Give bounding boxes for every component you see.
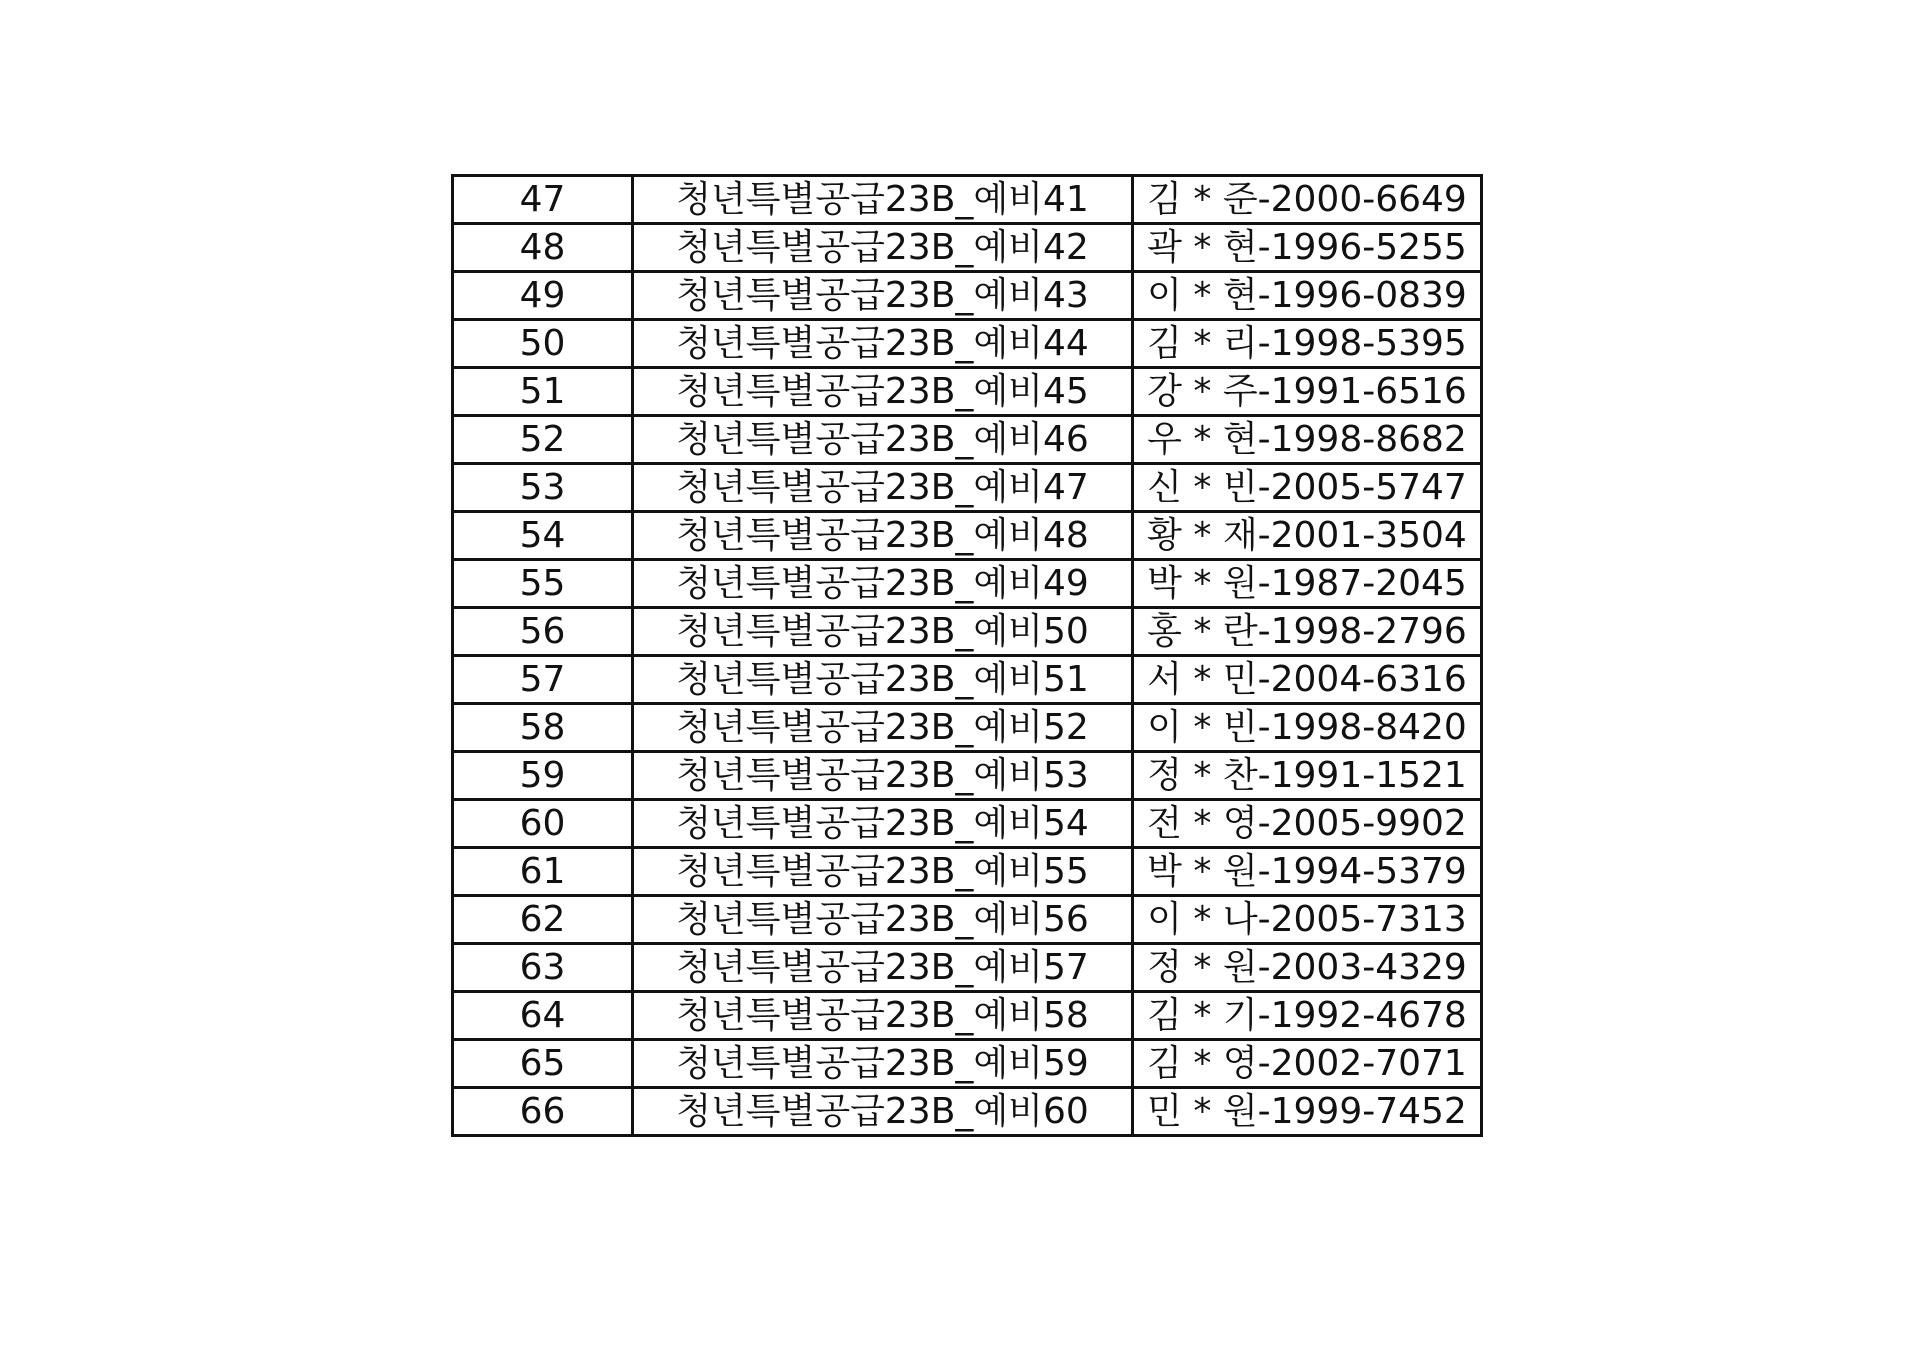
table-row: [453, 224, 1482, 272]
row-number: 61: [453, 848, 633, 896]
supply-category: 청년특별공급23B_예비54: [633, 800, 1133, 848]
applicant-table-body: [453, 176, 1482, 1136]
row-number: 65: [453, 1040, 633, 1088]
row-number: 53: [453, 464, 633, 512]
row-number: 60: [453, 800, 633, 848]
applicant-id: 김 * 리-1998-5395: [1133, 320, 1482, 368]
supply-category: 청년특별공급23B_예비53: [633, 752, 1133, 800]
applicant-id: 황 * 재-2001-3504: [1133, 512, 1482, 560]
table-row: [453, 944, 1482, 992]
row-number: 50: [453, 320, 633, 368]
table-row: [453, 848, 1482, 896]
applicant-id: 이 * 빈-1998-8420: [1133, 704, 1482, 752]
applicant-id: 김 * 영-2002-7071: [1133, 1040, 1482, 1088]
row-number: 62: [453, 896, 633, 944]
applicant-id: 김 * 기-1992-4678: [1133, 992, 1482, 1040]
table-row: [453, 1040, 1482, 1088]
supply-category: 청년특별공급23B_예비43: [633, 272, 1133, 320]
applicant-id: 박 * 원-1987-2045: [1133, 560, 1482, 608]
supply-category: 청년특별공급23B_예비51: [633, 656, 1133, 704]
table-row: [453, 368, 1482, 416]
row-number: 64: [453, 992, 633, 1040]
applicant-id: 정 * 찬-1991-1521: [1133, 752, 1482, 800]
row-number: 59: [453, 752, 633, 800]
table-row: [453, 704, 1482, 752]
supply-category: 청년특별공급23B_예비58: [633, 992, 1133, 1040]
applicant-id: 우 * 현-1998-8682: [1133, 416, 1482, 464]
table-row: [453, 512, 1482, 560]
applicant-id: 전 * 영-2005-9902: [1133, 800, 1482, 848]
supply-category: 청년특별공급23B_예비47: [633, 464, 1133, 512]
table-row: [453, 1088, 1482, 1136]
applicant-id: 김 * 준-2000-6649: [1133, 176, 1482, 224]
supply-category: 청년특별공급23B_예비55: [633, 848, 1133, 896]
row-number: 51: [453, 368, 633, 416]
table-row: [453, 272, 1482, 320]
row-number: 48: [453, 224, 633, 272]
applicant-id: 박 * 원-1994-5379: [1133, 848, 1482, 896]
supply-category: 청년특별공급23B_예비45: [633, 368, 1133, 416]
supply-category: 청년특별공급23B_예비41: [633, 176, 1133, 224]
table-row: [453, 560, 1482, 608]
table-row: [453, 752, 1482, 800]
row-number: 57: [453, 656, 633, 704]
applicant-id: 강 * 주-1991-6516: [1133, 368, 1482, 416]
supply-category: 청년특별공급23B_예비52: [633, 704, 1133, 752]
table-row: [453, 608, 1482, 656]
applicant-id: 서 * 민-2004-6316: [1133, 656, 1482, 704]
applicant-id: 홍 * 란-1998-2796: [1133, 608, 1482, 656]
supply-category: 청년특별공급23B_예비48: [633, 512, 1133, 560]
table-row: [453, 416, 1482, 464]
supply-category: 청년특별공급23B_예비46: [633, 416, 1133, 464]
table-row: [453, 896, 1482, 944]
row-number: 58: [453, 704, 633, 752]
table-row: [453, 992, 1482, 1040]
table-row: [453, 656, 1482, 704]
supply-category: 청년특별공급23B_예비44: [633, 320, 1133, 368]
applicant-table: [451, 174, 1483, 1137]
supply-category: 청년특별공급23B_예비50: [633, 608, 1133, 656]
applicant-id: 이 * 나-2005-7313: [1133, 896, 1482, 944]
row-number: 54: [453, 512, 633, 560]
row-number: 66: [453, 1088, 633, 1136]
row-number: 55: [453, 560, 633, 608]
row-number: 52: [453, 416, 633, 464]
applicant-id: 정 * 원-2003-4329: [1133, 944, 1482, 992]
supply-category: 청년특별공급23B_예비42: [633, 224, 1133, 272]
supply-category: 청년특별공급23B_예비59: [633, 1040, 1133, 1088]
table-row: [453, 320, 1482, 368]
supply-category: 청년특별공급23B_예비60: [633, 1088, 1133, 1136]
applicant-id: 곽 * 현-1996-5255: [1133, 224, 1482, 272]
row-number: 47: [453, 176, 633, 224]
supply-category: 청년특별공급23B_예비56: [633, 896, 1133, 944]
row-number: 49: [453, 272, 633, 320]
applicant-id: 신 * 빈-2005-5747: [1133, 464, 1482, 512]
table-row: [453, 176, 1482, 224]
applicant-id: 민 * 원-1999-7452: [1133, 1088, 1482, 1136]
row-number: 56: [453, 608, 633, 656]
table-row: [453, 464, 1482, 512]
applicant-id: 이 * 현-1996-0839: [1133, 272, 1482, 320]
supply-category: 청년특별공급23B_예비57: [633, 944, 1133, 992]
supply-category: 청년특별공급23B_예비49: [633, 560, 1133, 608]
row-number: 63: [453, 944, 633, 992]
table-row: [453, 800, 1482, 848]
